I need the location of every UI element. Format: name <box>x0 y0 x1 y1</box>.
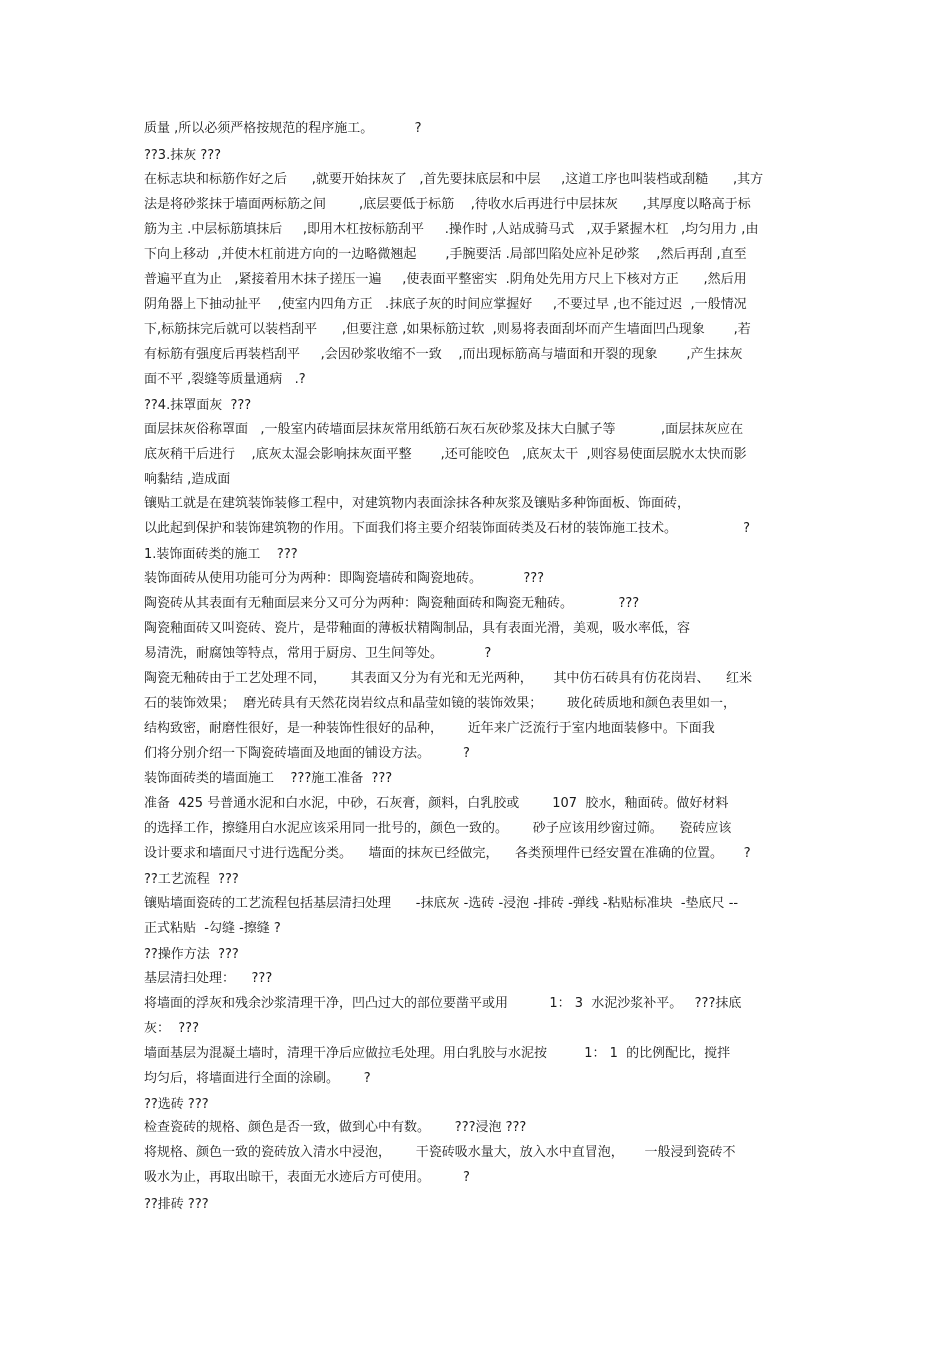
text-line: 响黏结 ,造成面 <box>144 472 231 487</box>
text-line: ??4.抹罩面灰 ??? <box>144 398 252 413</box>
text-line: 墙面基层为混凝土墙时，清理干净后应做拉毛处理。用白乳胶与水泥按 1： 1 的比例配比，搅拌 <box>144 1046 731 1061</box>
text-line: 面层抹灰俗称罩面 ,一般室内砖墙面层抹灰常用纸筋石灰石灰砂浆及抹大白腻子等 ,面层抹灰应在 <box>144 422 744 437</box>
text-line: 底灰稍干后进行 ,底灰太湿会影响抹灰面平整 ,还可能咬色 ,底灰太干 ,则容易使面层脱水太快而影 <box>144 447 747 462</box>
text-line: 灰： ??? <box>144 1021 199 1036</box>
text-line: 准备 425 号普通水泥和白水泥，中砂，石灰膏，颜料，白乳胶或 107 胶水，釉面砖。做好材料 <box>144 796 729 811</box>
text-line: 的选择工作，擦缝用白水泥应该采用同一批号的，颜色一致的。 砂子应该用纱窗过筛。 瓷砖应该 <box>144 821 732 836</box>
text-line: 阴角器上下抽动扯平 ,使室内四角方正 .抹底子灰的时间应掌握好 ,不要过早 ,也不能过迟 ,一般情况 <box>144 297 747 312</box>
text-line: ??3.抹灰 ??? <box>144 148 222 163</box>
text-line: 基层清扫处理： ??? <box>144 971 273 986</box>
text-line: 结构致密，耐磨性很好，是一种装饰性很好的品种， 近年来广泛流行于室内地面装修中。下面我 <box>144 721 715 736</box>
text-line: 陶瓷砖从其表面有无釉面层来分又可分为两种：陶瓷釉面砖和陶瓷无釉砖。 ??? <box>144 596 640 611</box>
text-line: 将规格、颜色一致的瓷砖放入清水中浸泡， 干瓷砖吸水量大，放入水中直冒泡， 一般浸到瓷砖不 <box>144 1145 736 1160</box>
text-line: 在标志块和标筋作好之后 ,就要开始抹灰了 ,首先要抹底层和中层 ,这道工序也叫装档或刮糙 ,其方 <box>144 172 764 187</box>
text-line: 装饰面砖从使用功能可分为两种：即陶瓷墙砖和陶瓷地砖。 ??? <box>144 571 545 586</box>
text-line: ??操作方法 ??? <box>144 947 239 962</box>
text-line: 以此起到保护和装饰建筑物的作用。下面我们将主要介绍装饰面砖类及石材的装饰施工技术。 ? <box>144 521 751 536</box>
text-line: 镶贴工就是在建筑装饰装修工程中，对建筑物内表面涂抹各种灰浆及镶贴多种饰面板、饰面砖， <box>144 496 691 511</box>
text-line: 下,标筋抹完后就可以装档刮平 ,但要注意 ,如果标筋过软 ,则易将表面刮坏而产生墙面凹凸现象 ,若 <box>144 322 751 337</box>
text-line: 1.装饰面砖类的施工 ??? <box>144 547 298 562</box>
text-line: 将墙面的浮灰和残余沙浆清理干净，凹凸过大的部位要凿平或用 1： 3 水泥沙浆补平。 ???抹底 <box>144 996 742 1011</box>
text-line: 下向上移动 ,并使木杠前进方向的一边略微翘起 ,手腕要活 .局部凹陷处应补足砂浆 ,然后再刮 ,直至 <box>144 247 747 262</box>
text-line: 石的装饰效果； 磨光砖具有天然花岗岩纹点和晶莹如镜的装饰效果； 玻化砖质地和颜色表里如一， <box>144 696 737 711</box>
text-line: 设计要求和墙面尺寸进行选配分类。 墙面的抹灰已经做完， 各类预埋件已经安置在准确的位置。 ? <box>144 846 751 861</box>
text-line: 装饰面砖类的墙面施工 ???施工准备 ??? <box>144 771 393 786</box>
text-line: ??工艺流程 ??? <box>144 872 239 887</box>
text-line: 有标筋有强度后再装档刮平 ,会因砂浆收缩不一致 ,而出现标筋高与墙面和开裂的现象 ,产生抹灰 <box>144 347 743 362</box>
text-line: 筋为主 .中层标筋填抹后 ,即用木杠按标筋刮平 .操作时 ,人站成骑马式 ,双手紧握木杠 ,均匀用力 ,由 <box>144 222 759 237</box>
text-line: 普遍平直为止 ,紧接着用木抹子搓压一遍 ,使表面平整密实 .阴角处先用方尺上下核对方正 ,然后用 <box>144 272 747 287</box>
text-line: 均匀后，将墙面进行全面的涂刷。 ? <box>144 1071 371 1086</box>
text-line: 质量 ,所以必须严格按规范的程序施工。 ? <box>144 121 422 136</box>
text-line: ??选砖 ??? <box>144 1097 209 1112</box>
text-line: 镶贴墙面瓷砖的工艺流程包括基层清扫处理 -抹底灰 -选砖 -浸泡 -排砖 -弹线 -粘贴标准块 -垫底尺 -- <box>144 896 739 911</box>
text-line: 陶瓷釉面砖又叫瓷砖、瓷片，是带釉面的薄板状精陶制品，具有表面光滑，美观，吸水率低，容 <box>144 621 691 636</box>
text-line: 易清洗，耐腐蚀等特点，常用于厨房、卫生间等处。 ? <box>144 646 492 661</box>
text-line: 吸水为止，再取出晾干，表面无水迹后方可使用。 ? <box>144 1170 470 1185</box>
text-line: 正式粘贴 -勾缝 -擦缝 ? <box>144 921 281 936</box>
text-line: 面不平 ,裂缝等质量通病 .? <box>144 372 306 387</box>
text-line: 检查瓷砖的规格、颜色是否一致，做到心中有数。 ???浸泡 ??? <box>144 1120 527 1135</box>
text-line: 陶瓷无釉砖由于工艺处理不同， 其表面又分为有光和无光两种， 其中仿石砖具有仿花岗岩、 红米 <box>144 671 752 686</box>
text-line: ??排砖 ??? <box>144 1197 209 1212</box>
text-line: 们将分别介绍一下陶瓷砖墙面及地面的铺设方法。 ? <box>144 746 470 761</box>
text-line: 法是将砂浆抹于墙面两标筋之间 ,底层要低于标筋 ,待收水后再进行中层抹灰 ,其厚度以略高于标 <box>144 197 751 212</box>
